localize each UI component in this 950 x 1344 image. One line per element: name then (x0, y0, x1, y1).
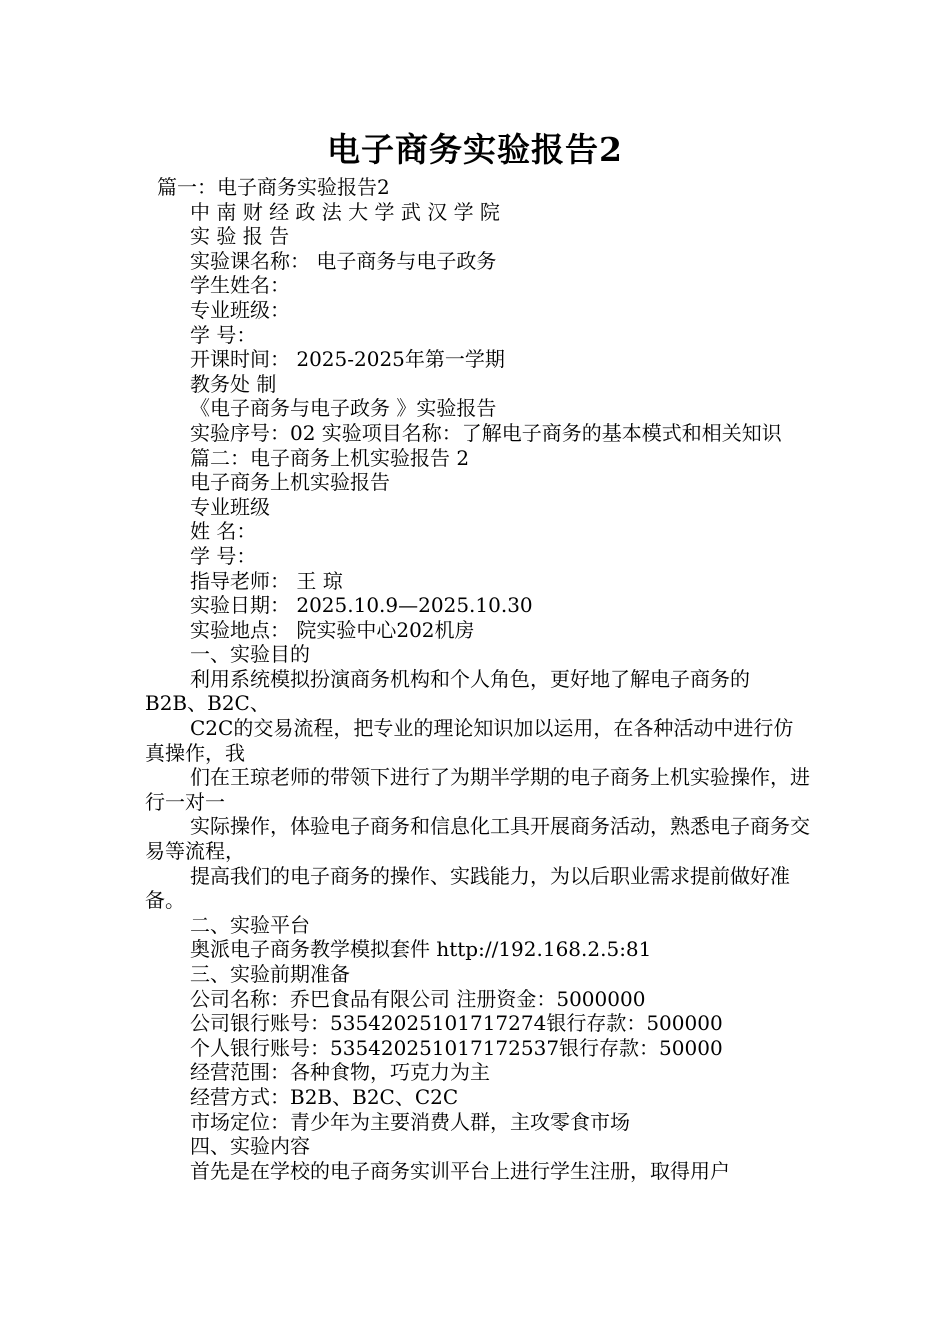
class-line-2: 专业班级 (190, 494, 270, 519)
course-name-line: 实验课名称： 电子商务与电子政务 (190, 248, 497, 273)
business-scope-line: 经营范围：各种食物，巧克力为主 (190, 1060, 490, 1085)
heading-purpose: 一、实验目的 (190, 642, 310, 667)
experiment-number-line: 实验序号：02 实验项目名称：了解电子商务的基本模式和相关知识 (190, 420, 782, 445)
student-id-line-2: 学 号： (190, 543, 257, 568)
purpose-paragraph-4: 实际操作，体验电子商务和信息化工具开展商务活动，熟悉电子商务交易等流程， (145, 814, 810, 864)
section-heading-2: 篇二：电子商务上机实验报告 2 (190, 445, 470, 470)
document-title: 电子商务实验报告2 (327, 130, 623, 169)
section-heading-1: 篇一：电子商务实验报告2 (157, 175, 390, 199)
student-id-line: 学 号： (190, 322, 257, 347)
heading-platform: 二、实验平台 (190, 912, 310, 937)
name-line-2: 姓 名： (190, 519, 257, 544)
content-paragraph: 首先是在学校的电子商务实训平台上进行学生注册，取得用户 (190, 1158, 730, 1183)
term-line: 开课时间： 2025-2025年第一学期 (190, 347, 505, 372)
platform-line: 奥派电子商务教学模拟套件 http://192.168.2.5:81 (190, 937, 652, 962)
location-line: 实验地点： 院实验中心202机房 (190, 617, 475, 642)
issuer-line: 教务处 制 (190, 371, 277, 396)
university-name: 中 南 财 经 政 法 大 学 武 汉 学 院 (190, 199, 500, 224)
heading-preparation: 三、实验前期准备 (190, 962, 350, 986)
instructor-line: 指导老师： 王 琼 (190, 568, 343, 593)
purpose-paragraph-3: 们在王琼老师的带领下进行了为期半学期的电子商务上机实验操作，进行一对一 (145, 765, 810, 814)
company-bank-line: 公司银行账号：53542025101717274银行存款：500000 (190, 1011, 723, 1036)
business-mode-line: 经营方式：B2B、B2C、C2C (190, 1084, 459, 1109)
class-line: 专业班级： (190, 297, 290, 322)
purpose-paragraph-2: C2C的交易流程，把专业的理论知识加以运用，在各种活动中进行仿真操作，我 (145, 716, 794, 765)
heading-content: 四、实验内容 (190, 1134, 310, 1159)
report-label: 实 验 报 告 (190, 224, 290, 249)
date-line: 实验日期： 2025.10.9—2025.10.30 (190, 593, 533, 618)
purpose-paragraph-5: 提高我们的电子商务的操作、实践能力，为以后职业需求提前做好准备。 (145, 863, 790, 913)
document-body (145, 175, 810, 1183)
market-position-line: 市场定位：青少年为主要消费人群，主攻零食市场 (190, 1109, 630, 1134)
company-line: 公司名称：乔巴食品有限公司 注册资金：5000000 (190, 986, 646, 1011)
report-subtitle: 《电子商务与电子政务 》实验报告 (190, 396, 497, 421)
personal-bank-line: 个人银行账号：53542025101717253​7银行存款：50000 (190, 1035, 723, 1060)
report-heading-2: 电子商务上机实验报告 (190, 470, 390, 495)
student-name-line: 学生姓名： (190, 273, 290, 298)
purpose-paragraph-1: 利用系统模拟扮演商务机构和个人角色，更好地了解电子商务的B2B、B2C、 (145, 666, 750, 716)
